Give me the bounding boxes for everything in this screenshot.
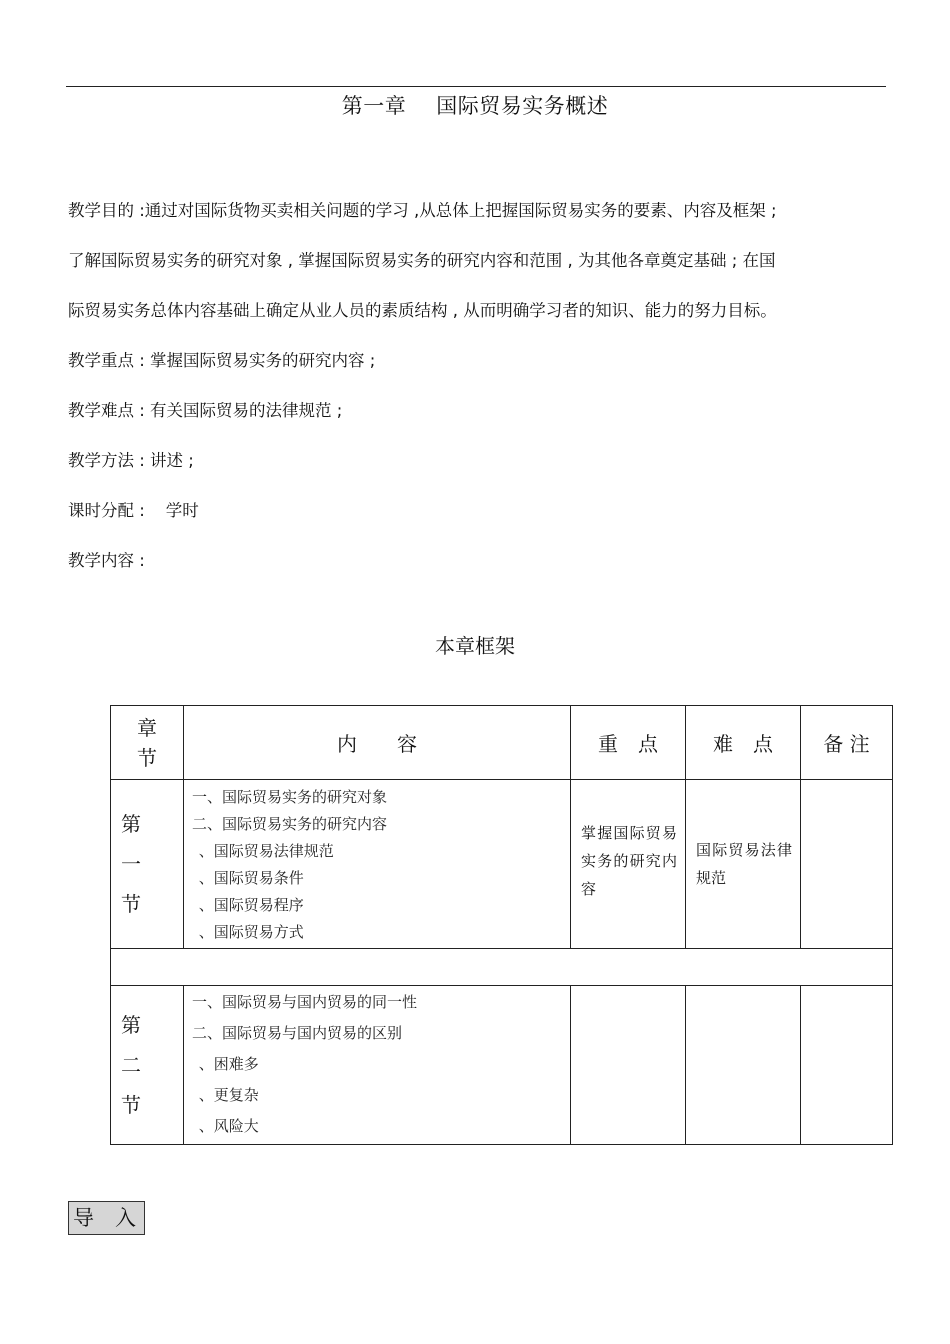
intro-section (68, 196, 898, 596)
content-line: 、风险大 (194, 1117, 259, 1135)
section-char: 一 (121, 852, 141, 876)
content-cell (184, 986, 571, 1145)
content-line: 、更复杂 (194, 1086, 259, 1104)
section-cell (111, 780, 184, 949)
header-content: 内 容 (184, 706, 571, 780)
framework-table (110, 705, 893, 1145)
table-row (111, 986, 893, 1145)
content-line: 二、国际贸易实务的研究内容 (192, 815, 388, 833)
spacer-cell (111, 949, 893, 986)
objective-line-1: 教学目的 :通过对国际货物买卖相关问题的学习 ,从总体上把握国际贸易实务的要素、内容及框架 ; (68, 201, 777, 220)
content-line: 、国际贸易程序 (194, 896, 304, 914)
content-line: 、国际贸易法律规范 (194, 842, 334, 860)
teaching-focus: 教学重点 : 掌握国际贸易实务的研究内容 ; (68, 351, 376, 370)
focus-cell (571, 986, 686, 1145)
section-char: 第 (121, 1013, 141, 1037)
teaching-method: 教学方法 : 讲述 ; (68, 451, 194, 470)
section-char: 节 (121, 892, 141, 916)
section-char: 二 (121, 1053, 141, 1077)
teaching-content: 教学内容 : (68, 551, 145, 570)
objective-line-2: 了解国际贸易实务的研究对象 , 掌握国际贸易实务的研究内容和范围 , 为其他各章奠定基础 ; 在国 (68, 251, 776, 270)
content-line: 、困难多 (194, 1055, 259, 1073)
notes-cell (801, 986, 893, 1145)
table-spacer-row (111, 949, 893, 986)
difficulty-cell (686, 986, 801, 1145)
table-row (111, 780, 893, 949)
content-line: 、国际贸易方式 (194, 923, 304, 941)
header-rule (66, 86, 886, 87)
header-section (111, 706, 184, 780)
difficulty-cell: 国际贸易法律规范 (686, 780, 801, 949)
header-section-char-1: 章 (137, 715, 157, 740)
content-line: 一、国际贸易实务的研究对象 (192, 788, 388, 806)
teaching-difficulty: 教学难点 : 有关国际贸易的法律规范 ; (68, 401, 343, 420)
notes-cell (801, 780, 893, 949)
header-focus: 重 点 (571, 706, 686, 780)
content-cell (184, 780, 571, 949)
lead-in-label: 导 入 (68, 1201, 145, 1235)
objective-line-3: 际贸易实务总体内容基础上确定从业人员的素质结构 , 从而明确学习者的知识、能力的努力目标。 (68, 301, 777, 320)
focus-cell: 掌握国际贸易实务的研究内容 (571, 780, 686, 949)
chapter-number: 第一章 (341, 94, 407, 118)
header-notes: 备 注 (801, 706, 893, 780)
framework-title: 本章框架 (435, 634, 515, 658)
chapter-title (0, 90, 950, 120)
content-line: 、国际贸易条件 (194, 869, 304, 887)
content-line: 二、国际贸易与国内贸易的区别 (192, 1024, 403, 1042)
class-hours: 课时分配 : 学时 (68, 501, 199, 520)
header-difficulty: 难 点 (686, 706, 801, 780)
section-char: 第 (121, 812, 141, 836)
content-line: 一、国际贸易与国内贸易的同一性 (192, 993, 418, 1011)
header-section-char-2: 节 (137, 745, 157, 770)
section-char: 节 (121, 1093, 141, 1117)
section-cell (111, 986, 184, 1145)
table-header-row (111, 706, 893, 780)
chapter-name: 国际贸易实务概述 (436, 94, 609, 118)
